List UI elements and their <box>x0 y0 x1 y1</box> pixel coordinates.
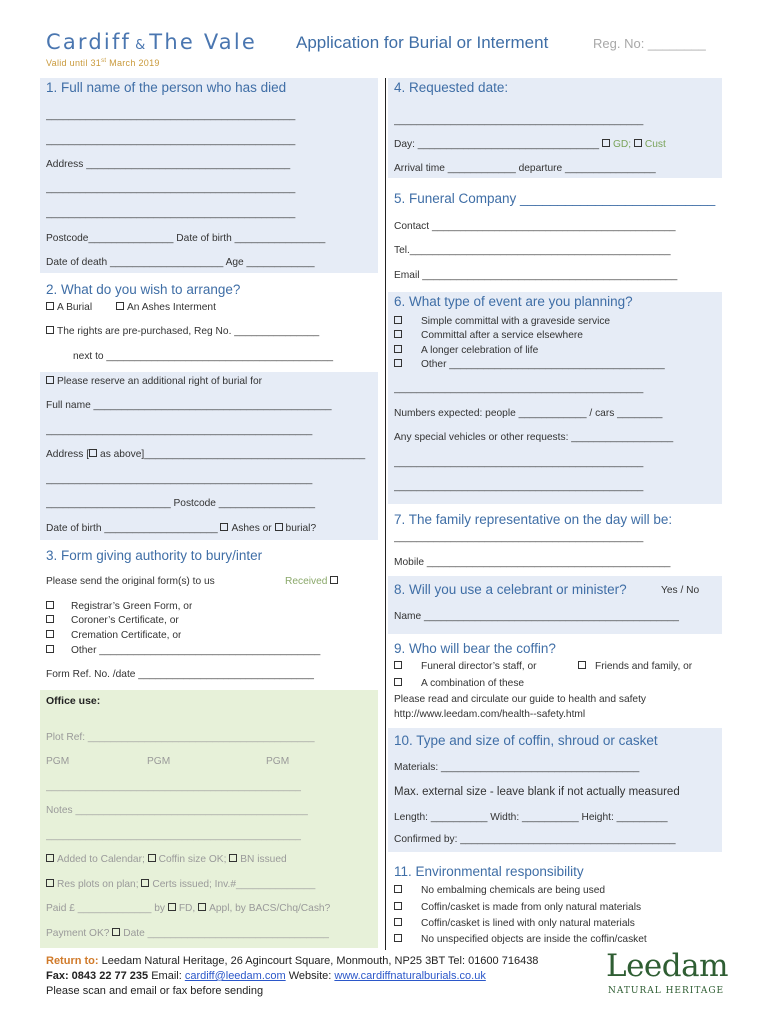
health-safety-note: Please read and circulate our guide to health and safety <box>394 694 647 705</box>
option-ashes-interment[interactable] <box>116 302 216 313</box>
contact-field[interactable]: Contact ___________________________________________ <box>394 221 676 232</box>
added-calendar-label: Added to Calendar; <box>57 854 145 865</box>
event-option-label: Committal after a service elsewhere <box>421 330 583 341</box>
bearer-combo-label: A combination of these <box>421 678 525 689</box>
deceased-name-line-2[interactable]: ____________________________________________ <box>46 135 296 146</box>
option-burial[interactable] <box>46 302 92 313</box>
checkbox-icon[interactable] <box>112 928 120 936</box>
confirmed-by-field[interactable]: Confirmed by: ______________________________________ <box>394 834 676 845</box>
paid-field[interactable] <box>46 903 372 914</box>
checkbox-icon[interactable] <box>46 630 54 638</box>
reg-no-field[interactable]: Reg. No: ________ <box>593 36 706 51</box>
valid-until-sup: st <box>101 58 107 64</box>
checkbox-icon[interactable] <box>198 903 206 911</box>
health-safety-link[interactable]: http://www.leedam.com/health--safety.html <box>394 709 586 720</box>
arrival-departure-field[interactable]: Arrival time ____________ departure ________________ <box>394 163 656 174</box>
fax-number: Fax: 0843 22 77 235 <box>46 970 149 982</box>
ashes-or-label: Ashes or <box>231 523 272 534</box>
section-11-title: 11. Environmental responsibility <box>394 864 584 879</box>
form-item-other[interactable] <box>46 645 372 656</box>
checkbox-icon[interactable] <box>394 359 402 367</box>
rights-prepurchased-label: The rights are pre-purchased, Reg No. _______________ <box>57 326 320 337</box>
checkbox-icon[interactable] <box>220 523 228 531</box>
special-requests-line-2[interactable]: ____________________________________________ <box>394 457 644 468</box>
paid-method-label: Appl, by BACS/Chq/Cash? <box>209 903 331 914</box>
env-option-label: Coffin/casket is made from only natural materials <box>421 902 642 913</box>
section-10-coffin <box>388 728 722 852</box>
checkbox-icon[interactable] <box>46 326 54 334</box>
checkbox-icon[interactable] <box>394 902 402 910</box>
reserve-additional-right[interactable] <box>46 376 262 387</box>
section-2-title: 2. What do you wish to arrange? <box>46 282 241 297</box>
env-option-label: No embalming chemicals are being used <box>421 885 606 896</box>
day-field[interactable] <box>394 139 716 150</box>
form-item-label: Registrar’s Green Form, or <box>71 601 193 612</box>
deceased-address-line-2[interactable]: ____________________________________________ <box>46 183 296 194</box>
res-plots-label: Res plots on plan; <box>57 879 139 890</box>
env-option-label: No unspecified objects are inside the coffin/casket <box>421 934 647 945</box>
checkbox-icon[interactable] <box>634 139 642 147</box>
section-4-title: 4. Requested date: <box>394 80 509 95</box>
payment-date-label: Date ________________________________ <box>123 928 329 939</box>
paid-fd-label: FD, <box>178 903 196 914</box>
form-item-registrar[interactable] <box>46 601 192 612</box>
env-option-embalming[interactable] <box>394 885 605 896</box>
res-plots-checks[interactable] <box>46 879 372 890</box>
column-divider <box>385 78 386 950</box>
email-label: Email: <box>148 970 185 982</box>
coffin-ok-label: Coffin size OK; <box>158 854 227 865</box>
form-header <box>46 30 736 70</box>
checkbox-icon[interactable] <box>46 645 54 653</box>
checkbox-icon[interactable] <box>394 678 402 686</box>
bearer-fd-label: Funeral director’s staff, or <box>421 661 537 672</box>
checkbox-icon[interactable] <box>394 316 402 324</box>
valid-until <box>46 58 160 68</box>
numbers-expected-field[interactable]: Numbers expected: people ____________ / cars ________ <box>394 408 663 419</box>
deceased-name-line-1[interactable]: ____________________________________________ <box>46 110 296 121</box>
pgm-label-3: PGM <box>266 756 290 767</box>
rights-prepurchased[interactable] <box>46 326 372 337</box>
form-title-sub: Application for Burial or Interment <box>296 33 549 52</box>
office-use-panel <box>40 690 378 948</box>
bearer-option-combo[interactable] <box>394 678 524 689</box>
tel-field[interactable]: Tel.______________________________________________ <box>394 245 671 256</box>
valid-until-month: March 2019 <box>106 58 160 68</box>
checkbox-icon[interactable] <box>46 879 54 887</box>
bearer-friends-label: Friends and family, or <box>595 661 693 672</box>
checkbox-icon[interactable] <box>46 601 54 609</box>
bearer-option-fd[interactable] <box>394 661 537 672</box>
section-11-environment <box>388 856 722 948</box>
bn-issued-label: BN issued <box>240 854 287 865</box>
checkbox-icon[interactable] <box>141 879 149 887</box>
deceased-address-line-3[interactable]: ____________________________________________ <box>46 208 296 219</box>
valid-until-text: Valid until 31 <box>46 58 102 68</box>
send-original-text: Please send the original form(s) to us <box>46 576 215 587</box>
checkbox-icon[interactable] <box>46 854 54 862</box>
option-burial-label: A Burial <box>57 302 93 313</box>
section-7-representative <box>388 506 722 574</box>
section-3-title: 3. Form giving authority to bury/inter <box>46 548 263 563</box>
day-label: Day: ________________________________ <box>394 139 600 150</box>
checkbox-icon[interactable] <box>229 854 237 862</box>
reserve-as-above-label: as above]_______________________________________ <box>100 449 366 460</box>
section-2-reserve <box>40 372 378 540</box>
event-option-label: Simple committal with a graveside service <box>421 316 611 327</box>
section-10-title: 10. Type and size of coffin, shroud or casket <box>394 733 658 748</box>
scan-instruction: Please scan and email or fax before sending <box>46 985 264 997</box>
form-item-coroner[interactable] <box>46 615 179 626</box>
form-item-label: Other _______________________________________ <box>71 645 321 656</box>
section-2-arrange <box>40 278 378 370</box>
form-title-main <box>46 30 257 54</box>
reserve-postcode-field[interactable]: ______________________ Postcode _________________ <box>46 498 316 509</box>
received-label: Received <box>285 576 328 587</box>
office-line-1[interactable]: _____________________________________________ <box>46 781 301 792</box>
website-label: Website: <box>285 970 335 982</box>
section-5-funeral-company <box>388 182 722 290</box>
contact-line <box>46 970 486 982</box>
form-item-label: Coroner’s Certificate, or <box>71 615 179 626</box>
notes-field[interactable]: Notes _________________________________________ <box>46 805 308 816</box>
event-option-committal[interactable] <box>394 330 583 341</box>
pgm-label-2: PGM <box>147 756 171 767</box>
checkbox-icon[interactable] <box>602 139 610 147</box>
reserve-address-label: Address [ <box>46 449 90 460</box>
title-cardiff: Cardiff <box>46 30 132 54</box>
option-ashes-label: An Ashes Interment <box>127 302 216 313</box>
section-6-title: 6. What type of event are you planning? <box>394 294 633 309</box>
checkbox-icon[interactable] <box>46 302 54 310</box>
bearer-option-friends[interactable] <box>578 661 692 672</box>
calendar-checks[interactable] <box>46 854 287 865</box>
form-item-cremation[interactable] <box>46 630 181 641</box>
pgm-label-1: PGM <box>46 756 70 767</box>
death-age-field[interactable]: Date of death ____________________ Age ____________ <box>46 257 315 268</box>
received-checkbox[interactable] <box>285 576 341 587</box>
paid-label: Paid £ _____________ by <box>46 903 165 914</box>
dimensions-field[interactable]: Length: __________ Width: __________ Height: _________ <box>394 812 668 823</box>
next-to-field[interactable]: next to ________________________________________ <box>73 351 334 362</box>
section-3-authority <box>40 542 378 690</box>
form-footer <box>46 948 736 1012</box>
event-option-label: Other ______________________________________ <box>421 359 665 370</box>
reserve-full-name-field[interactable]: Full name __________________________________________ <box>46 400 332 411</box>
logo-wordmark: Leedam <box>606 948 728 984</box>
section-4-date <box>388 78 722 178</box>
max-size-note: Max. external size - leave blank if not actually measured <box>394 786 680 798</box>
event-other-line[interactable]: ____________________________________________ <box>394 383 644 394</box>
section-9-bearers <box>388 636 722 726</box>
checkbox-icon[interactable] <box>89 449 97 457</box>
env-option-objects[interactable] <box>394 934 647 945</box>
return-label: Return to: <box>46 955 99 967</box>
section-6-event <box>388 292 722 504</box>
reserve-dob-field[interactable] <box>46 523 372 534</box>
checkbox-icon[interactable] <box>116 302 124 310</box>
event-option-other[interactable] <box>394 359 716 370</box>
section-1-title: 1. Full name of the person who has died <box>46 80 287 95</box>
mobile-field[interactable]: Mobile ___________________________________________ <box>394 557 671 568</box>
checkbox-icon[interactable] <box>46 376 54 384</box>
requested-date-line[interactable]: ____________________________________________ <box>394 115 644 126</box>
title-the-vale: The Vale <box>149 30 257 54</box>
reserve-label: Please reserve an additional right of burial for <box>57 376 262 387</box>
section-7-title: 7. The family representative on the day will be: <box>394 512 673 527</box>
env-option-lining[interactable] <box>394 918 635 929</box>
checkbox-icon[interactable] <box>275 523 283 531</box>
logo-subtitle: NATURAL HERITAGE <box>608 986 725 996</box>
postcode-dob-field[interactable]: Postcode_______________ Date of birth ________________ <box>46 233 326 244</box>
reserve-address-field[interactable] <box>46 449 372 460</box>
checkbox-icon[interactable] <box>394 918 402 926</box>
title-ampersand: & <box>135 38 146 53</box>
burial-question-label: burial? <box>285 523 317 534</box>
deceased-address-field[interactable]: Address ____________________________________ <box>46 159 291 170</box>
checkbox-icon[interactable] <box>394 885 402 893</box>
gd-label: GD; <box>612 139 632 150</box>
reserve-name-line-2[interactable]: _______________________________________________ <box>46 425 313 436</box>
payment-ok-label: Payment OK? <box>46 928 110 939</box>
event-option-label: A longer celebration of life <box>421 345 539 356</box>
section-9-title: 9. Who will bear the coffin? <box>394 641 556 656</box>
plot-ref-field[interactable]: Plot Ref: ________________________________________ <box>46 732 315 743</box>
form-ref-field[interactable]: Form Ref. No. /date _______________________________ <box>46 669 314 680</box>
cust-label: Cust <box>644 139 666 150</box>
office-line-2[interactable]: _____________________________________________ <box>46 830 301 841</box>
representative-name-line[interactable]: ____________________________________________ <box>394 532 644 543</box>
checkbox-icon[interactable] <box>394 345 402 353</box>
payment-ok-field[interactable] <box>46 928 372 939</box>
env-option-materials[interactable] <box>394 902 641 913</box>
checkbox-icon[interactable] <box>168 903 176 911</box>
env-option-label: Coffin/casket is lined with only natural materials <box>421 918 635 929</box>
event-option-celebration[interactable] <box>394 345 538 356</box>
materials-field[interactable]: Materials: ___________________________________ <box>394 762 640 773</box>
office-use-title: Office use: <box>46 695 101 707</box>
reserve-dob-label: Date of birth ____________________ <box>46 523 218 534</box>
email-field[interactable]: Email _____________________________________________ <box>394 270 678 281</box>
form-item-label: Cremation Certificate, or <box>71 630 182 641</box>
checkbox-icon[interactable] <box>394 330 402 338</box>
reserve-address-line-2[interactable]: _______________________________________________ <box>46 474 313 485</box>
checkbox-icon[interactable] <box>46 615 54 623</box>
special-requests-field[interactable]: Any special vehicles or other requests: __________________ <box>394 432 674 443</box>
section-8-title: 8. Will you use a celebrant or minister? <box>394 582 627 597</box>
event-option-simple[interactable] <box>394 316 610 327</box>
celebrant-name-field[interactable]: Name _____________________________________________ <box>394 611 679 622</box>
checkbox-icon[interactable] <box>394 934 402 942</box>
certs-issued-label: Certs issued; Inv.#______________ <box>152 879 316 890</box>
email-link[interactable]: cardiff@leedam.com <box>184 970 286 982</box>
checkbox-icon[interactable] <box>148 854 156 862</box>
yes-no-choice[interactable]: Yes / No <box>661 585 700 596</box>
website-link[interactable]: www.cardiffnaturalburials.co.uk <box>334 970 486 982</box>
return-address <box>46 955 538 967</box>
section-8-celebrant <box>388 576 722 634</box>
section-1-deceased <box>40 78 378 273</box>
checkbox-icon[interactable] <box>578 661 586 669</box>
checkbox-icon[interactable] <box>394 661 402 669</box>
special-requests-line-3[interactable]: ____________________________________________ <box>394 481 644 492</box>
leedam-logo <box>606 948 731 1000</box>
section-5-title[interactable]: 5. Funeral Company __________________________ <box>394 191 716 206</box>
checkbox-icon[interactable] <box>330 576 338 584</box>
return-address-text: Leedam Natural Heritage, 26 Agincourt Square, Monmouth, NP25 3BT Tel: 01600 716438 <box>98 955 539 967</box>
